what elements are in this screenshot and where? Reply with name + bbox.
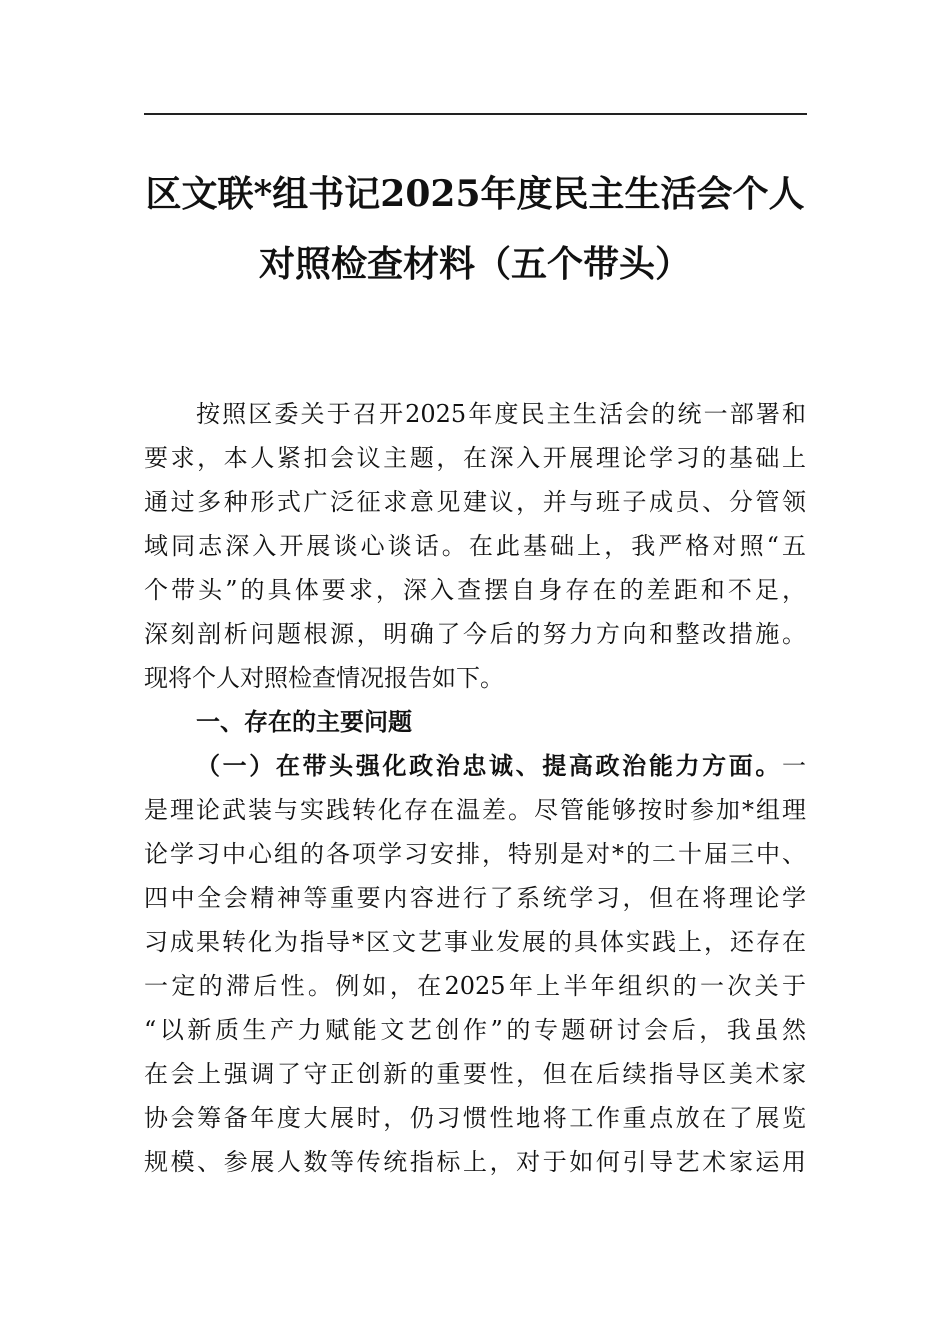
section-heading: 一、存在的主要问题 [196, 708, 412, 736]
header-rule [144, 113, 807, 115]
paragraph-line: 在会上强调了守正创新的重要性，但在后续指导区美术家 [144, 1060, 806, 1088]
subsection-first-line [144, 744, 806, 788]
intro-line: 域同志深入开展谈心谈话。在此基础上，我严格对照“五 [144, 532, 806, 560]
subsection-heading: （一）在带头强化政治忠诚、提高政治能力方面。 [196, 751, 782, 780]
subsection-first-line-tail: 一 [782, 752, 806, 780]
paragraph-line: 一定的滞后性。例如，在2025年上半年组织的一次关于 [144, 972, 806, 1000]
intro-line: 深刻剖析问题根源，明确了今后的努力方向和整改措施。 [144, 620, 806, 648]
paragraph-line: “以新质生产力赋能文艺创作”的专题研讨会后，我虽然 [144, 1016, 806, 1044]
document-title-line-1: 区文联*组书记2025年度民主生活会个人 [145, 173, 805, 215]
document-body [144, 392, 806, 1184]
intro-line: 按照区委关于召开2025年度民主生活会的统一部署和 [196, 400, 806, 428]
paragraph-line: 论学习中心组的各项学习安排，特别是对*的二十届三中、 [144, 840, 806, 868]
intro-line: 要求，本人紧扣会议主题，在深入开展理论学习的基础上 [144, 444, 806, 472]
intro-line: 现将个人对照检查情况报告如下。 [144, 664, 504, 692]
intro-line: 个带头”的具体要求，深入查摆自身存在的差距和不足， [144, 576, 806, 604]
paragraph-line: 是理论武装与实践转化存在温差。尽管能够按时参加*组理 [144, 796, 806, 824]
paragraph-line: 协会筹备年度大展时，仍习惯性地将工作重点放在了展览 [144, 1104, 806, 1132]
paragraph-line: 四中全会精神等重要内容进行了系统学习，但在将理论学 [144, 884, 806, 912]
document-title-line-2: 对照检查材料（五个带头） [258, 243, 691, 285]
paragraph-line: 习成果转化为指导*区文艺事业发展的具体实践上，还存在 [144, 928, 806, 956]
paragraph-line: 规模、参展人数等传统指标上，对于如何引导艺术家运用 [144, 1148, 806, 1176]
intro-line: 通过多种形式广泛征求意见建议，并与班子成员、分管领 [144, 488, 806, 516]
